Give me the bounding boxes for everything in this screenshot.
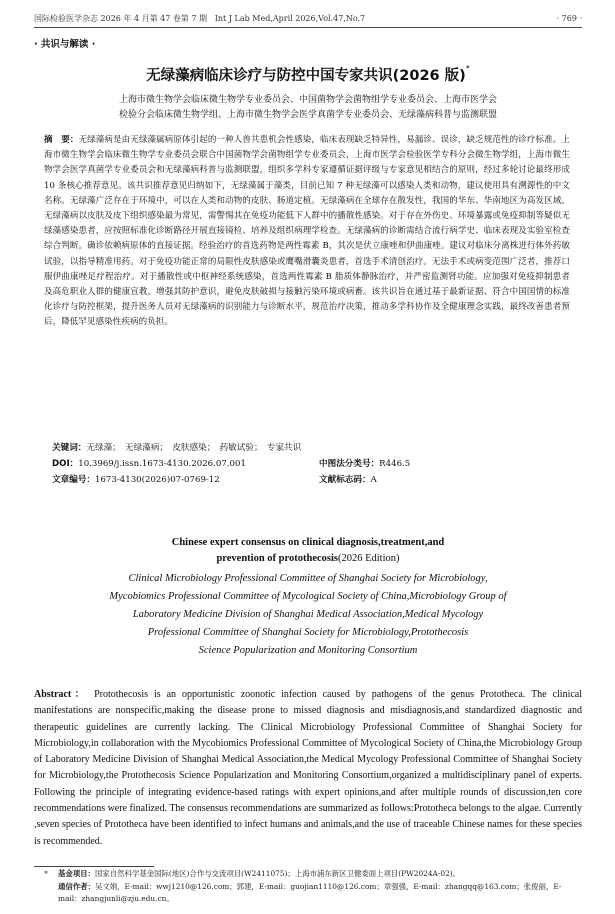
abstract-en (34, 687, 582, 850)
article-title (34, 64, 582, 86)
english-authors (34, 570, 582, 660)
article-number-label: 文章编号： (52, 475, 95, 485)
article-number-row (34, 473, 582, 487)
english-title (34, 535, 582, 567)
chinese-front-matter (34, 34, 582, 453)
journal-name-cn: 国际检验医学杂志 2026 年 4 月第 47 卷第 7 期 (34, 14, 208, 23)
footnote-symbol: * (44, 869, 48, 878)
clc-text: R446.5 (379, 459, 411, 469)
running-header (34, 12, 582, 26)
english-author-line: Professional Committee of Shanghai Society for Microbiology,Protothecosis (147, 627, 469, 638)
english-title-line2: prevention of protothecosis (216, 553, 338, 564)
authors-cn (34, 93, 582, 123)
footnote-rule (34, 866, 154, 867)
document-code-label: 文献标志码： (319, 475, 371, 485)
page-number: · 769 · (556, 14, 582, 23)
authors-cn-line: 检验分会临床微生物学组、上海市微生物学会医学真菌学专业委员会、无绿藻病科普与监测联盟 (118, 110, 497, 120)
clc-label: 中图法分类号： (319, 459, 380, 469)
english-author-line: Clinical Microbiology Professional Committee of Shanghai Society for Microbiology, (128, 573, 488, 584)
english-author-line: Science Popularization and Monitoring Consortium (198, 645, 418, 656)
doi-label: DOI： (52, 459, 79, 469)
abstract-cn-text: 无绿藻病是由无绿藻属病原体引起的一种人兽共患机会性感染，临床表现缺乏特异性，易漏诊、误诊，缺乏规范性的诊疗标准。上海市微生物学会临床微生物学专业委员会联合中国菌物学会菌物组学专业委员会，上海市医学会检验医学专科分会微生物学组，上海市微生物学会医学真菌学专业委员会和无绿藻病科普与监测联盟，组织多学科专家遵循证据评级与专家意见相结合的原则，经过多轮讨论最终形成 10 条核心推荐意见。该共识推荐意见归纳如下，无绿藻属于藻类，目前已知 7 种无绿藻可以感染人类和动物，建议使用具有溯源性的中文名称。无绿藻广泛存在于环境中，可以在人类和动物的皮肤、肠道定植。无绿藻病在全球存在散发性，我国的华东、华南地区为高发区域。无绿藻病以皮肤及皮下组织感染最为常见，需警惕其在免疫功能低下人群中的播散性感染。对于存在外伤史、环境暴露或免疫抑制等疑似无绿藻感染患者，应按照标准化诊断路径开展直接镜检、培养及组织病理学检查。无绿藻病的诊断需结合流行病学史、临床表现及实验室检查综合判断。确诊依赖病原体的直接证据。经验治疗的首选药物是两性霉素 B，其次是伏立康唑和伊曲康唑。建议对临床分离株进行体外药敏试验，以指导精准用药。对于免疫功能正常的局限性皮肤感染或鹰嘴滑囊炎患者，首选手术清创治疗。无法手术或病变范围广泛者，推荐口服伊曲康唑足疗程治疗。对于播散性或中枢神经系统感染，首选两性霉素 B 脂质体静脉治疗，并严密监测肾功能。应加强对免疫抑制患者及高危职业人群的健康宣教，增强其防护意识，避免皮肤破损与接触污染环境或病畜。该共识旨在通过基于最新证据、符合中国国情的标准化诊疗与防控框架，提升医务人员对无绿藻病的识别能力与诊断水平，规范治疗决策，推动多学科协作及全健康理念实践，最终改善患者预后，降低罕见感染性疾病的负担。 (44, 135, 570, 328)
english-title-line1: Chinese expert consensus on clinical diagnosis,treatment,and (171, 537, 445, 548)
footnote (34, 868, 582, 906)
abstract-cn (34, 133, 582, 453)
article-number-text: 1673-4130(2026)07-0769-12 (94, 475, 220, 485)
keywords-cn (34, 441, 582, 455)
contact-label: 通信作者： (58, 881, 95, 891)
authors-cn-line: 上海市微生物学会临床微生物学专业委员会、中国菌物学会菌物组学专业委员会、上海市医学会 (118, 95, 497, 105)
header-rule (34, 27, 582, 28)
abstract-en-text: Protothecosis is an opportunistic zoonotic infection caused by pathogens of the genus Prototheca. The clinical manifestations are nonspecific,making the disease prone to missed diagnosis and misdiagnosis,and standardized diagnostic and therapeutic guidelines are currently lacking. The Clinical Microbiology Professional Committee of Shanghai Society for Microbiology,in collaboration with the Mycobiomics Professional Committee of Mycological Society of China,the Microbiology Group of Laboratory Medicine Division of Shanghai Medical Association,the Medical Mycology Professional Committee of Shanghai Society for Microbiology,the Protothecosis Science Popularization and Monitoring Consortium,organized a multidisciplinary panel of experts. Following the principle of integrating evidence-based ratings with expert opinions,and after multiple rounds of discussion,ten core recommendations were finalized. The consensus recommendations are summarized as follows:Prototheca belongs to the algae. Currently ,seven species of Prototheca have been identified to infect humans and animals,and the use of traceable Chinese names for these species is recommended. (34, 689, 583, 847)
doi-row (34, 457, 582, 471)
english-title-edition: (2026 Edition) (337, 553, 400, 564)
english-author-line: Laboratory Medicine Division of Shanghai Medical Association,Medical Mycology (132, 609, 484, 620)
title-footnote-mark: * (465, 64, 470, 73)
fund-text: 国家自然科学基金国际(地区)合作与交流项目(W2411075)；上海市浦东新区卫健委面上项目(PW2024A-02)。 (94, 869, 461, 878)
english-author-line: Mycobiomics Professional Committee of Mycological Society of China,Microbiology Group of (109, 591, 507, 602)
keywords-label: 关键词： (52, 443, 87, 453)
document-code-text: A (370, 475, 377, 485)
article-title-text: 无绿藻病临床诊疗与防控中国专家共识(2026 版) (146, 68, 466, 84)
doi-text: 10.3969/j.issn.1673-4130.2026.07.001 (78, 459, 246, 469)
fund-label: 基金项目： (58, 869, 95, 878)
abstract-en-label: Abstract： (34, 689, 89, 700)
keywords-text: 无绿藻； 无绿藻病； 皮肤感染； 药敏试验； 专家共识 (86, 443, 302, 453)
abstract-cn-label: 摘 要： (44, 135, 79, 145)
contact-text: 吴文娟，E-mail：wwj1210@126.com；郭建，E-mail：guojian1110@126.com；章强强，E-mail：zhangqq@163.com；张俊丽，E-mail：zhangjunli@zju.edu.cn。 (58, 881, 562, 903)
section-label: · 共识与解读 · (34, 39, 96, 50)
journal-name-en: Int J Lab Med,April 2026,Vol.47,No.7 (214, 14, 366, 23)
